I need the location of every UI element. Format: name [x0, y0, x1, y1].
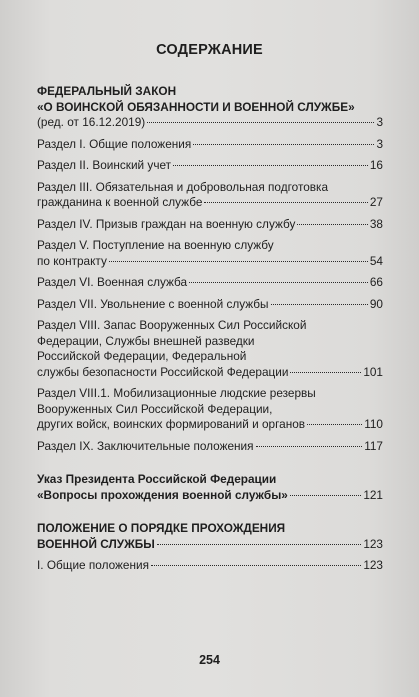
entry-text: других войск, воинских формирований и органов [37, 417, 306, 431]
page-ref: 16 [369, 158, 383, 172]
page-title: СОДЕРЖАНИЕ [156, 42, 263, 58]
page-ref: 38 [369, 216, 383, 231]
entry-text: Раздел V. Поступление на военную службу [37, 238, 274, 252]
entry-text: ВОЕННОЙ СЛУЖБЫ [37, 536, 155, 551]
toc-entry[interactable] [37, 558, 383, 574]
entry-text: Российской Федерации, Федеральной [37, 349, 247, 363]
entry-text: по контракту [37, 253, 107, 268]
entry-text: Раздел VI. Военная служба [37, 275, 188, 289]
leader-dots [256, 446, 363, 447]
entry-text: Раздел VIII. Запас Вооруженных Сил Российской [37, 318, 307, 332]
section-heading: ФЕДЕРАЛЬНЫЙ ЗАКОН [37, 84, 177, 98]
leader-dots [173, 165, 368, 166]
leader-dots [157, 544, 362, 545]
page-number: 254 [199, 653, 220, 667]
leader-dots [193, 144, 374, 145]
leader-dots [147, 122, 374, 123]
page-ref: 117 [364, 438, 383, 453]
leader-dots [297, 224, 367, 225]
section-heading: Указ Президента Российской Федерации [37, 472, 277, 486]
toc-entry[interactable] [37, 115, 383, 131]
page-ref: 110 [364, 417, 383, 431]
page-ref: 27 [369, 195, 383, 209]
section-heading: «О ВОИНСКОЙ ОБЯЗАННОСТИ И ВОЕННОЙ СЛУЖБЕ» [37, 99, 355, 114]
toc-entry[interactable] [37, 275, 383, 291]
entry-text: Раздел I. Общие положения [37, 136, 192, 151]
entry-text: гражданина к военной службе [37, 195, 203, 209]
leader-dots [109, 261, 368, 262]
section-heading: ПОЛОЖЕНИЕ О ПОРЯДКЕ ПРОХОЖДЕНИЯ [37, 521, 286, 535]
page-ref: 123 [363, 536, 383, 551]
toc-entry[interactable] [37, 137, 383, 153]
section-presidential-decree [37, 472, 383, 503]
toc-entry-list [37, 558, 383, 574]
entry-text: Раздел II. Воинский учет [37, 158, 172, 172]
leader-dots [189, 282, 368, 283]
page-ref: 54 [369, 253, 383, 268]
toc-entry[interactable] [37, 217, 383, 233]
page-ref: 101 [363, 364, 383, 379]
toc-entry[interactable] [37, 537, 383, 553]
page-ref: 123 [363, 558, 383, 572]
page-ref: 3 [376, 115, 383, 129]
entry-text: Федерации, Службы внешней разведки [37, 333, 255, 348]
page-ref: 121 [363, 487, 383, 502]
page-ref: 66 [369, 275, 383, 289]
entry-text: Раздел IX. Заключительные положения [37, 438, 254, 453]
section-regulation [37, 521, 383, 574]
entry-text: Вооруженных Сил Российской Федерации, [37, 401, 273, 416]
entry-text: Раздел IV. Призыв граждан на военную службу [37, 216, 296, 231]
toc-entry[interactable] [37, 297, 383, 313]
entry-text: Раздел VIII.1. Мобилизационные людские резервы [37, 386, 316, 400]
toc-entry[interactable] [37, 488, 383, 504]
entry-text: Раздел III. Обязательная и добровольная подготовка [37, 179, 329, 194]
page-ref: 3 [376, 136, 383, 151]
leader-dots [151, 565, 361, 566]
toc-entry[interactable] [37, 158, 383, 174]
entry-text: I. Общие положения [37, 558, 149, 572]
entry-text: службы безопасности Российской Федерации [37, 364, 289, 379]
section-federal-law [37, 84, 383, 454]
page-ref: 90 [369, 296, 383, 311]
leader-dots [290, 495, 361, 496]
leader-dots [204, 202, 367, 203]
toc-entry[interactable] [37, 439, 383, 455]
leader-dots [271, 304, 368, 305]
entry-text: (ред. от 16.12.2019) [37, 115, 146, 129]
leader-dots [290, 372, 361, 373]
toc-entry-list [37, 137, 383, 455]
toc-entry[interactable] [37, 180, 383, 211]
entry-text: Раздел VII. Увольнение с военной службы [37, 296, 269, 311]
toc-entry[interactable] [37, 238, 383, 269]
entry-text: «Вопросы прохождения военной службы» [37, 487, 288, 502]
leader-dots [307, 424, 362, 425]
table-of-contents [37, 84, 383, 580]
toc-entry[interactable] [37, 386, 383, 433]
toc-entry[interactable] [37, 318, 383, 380]
